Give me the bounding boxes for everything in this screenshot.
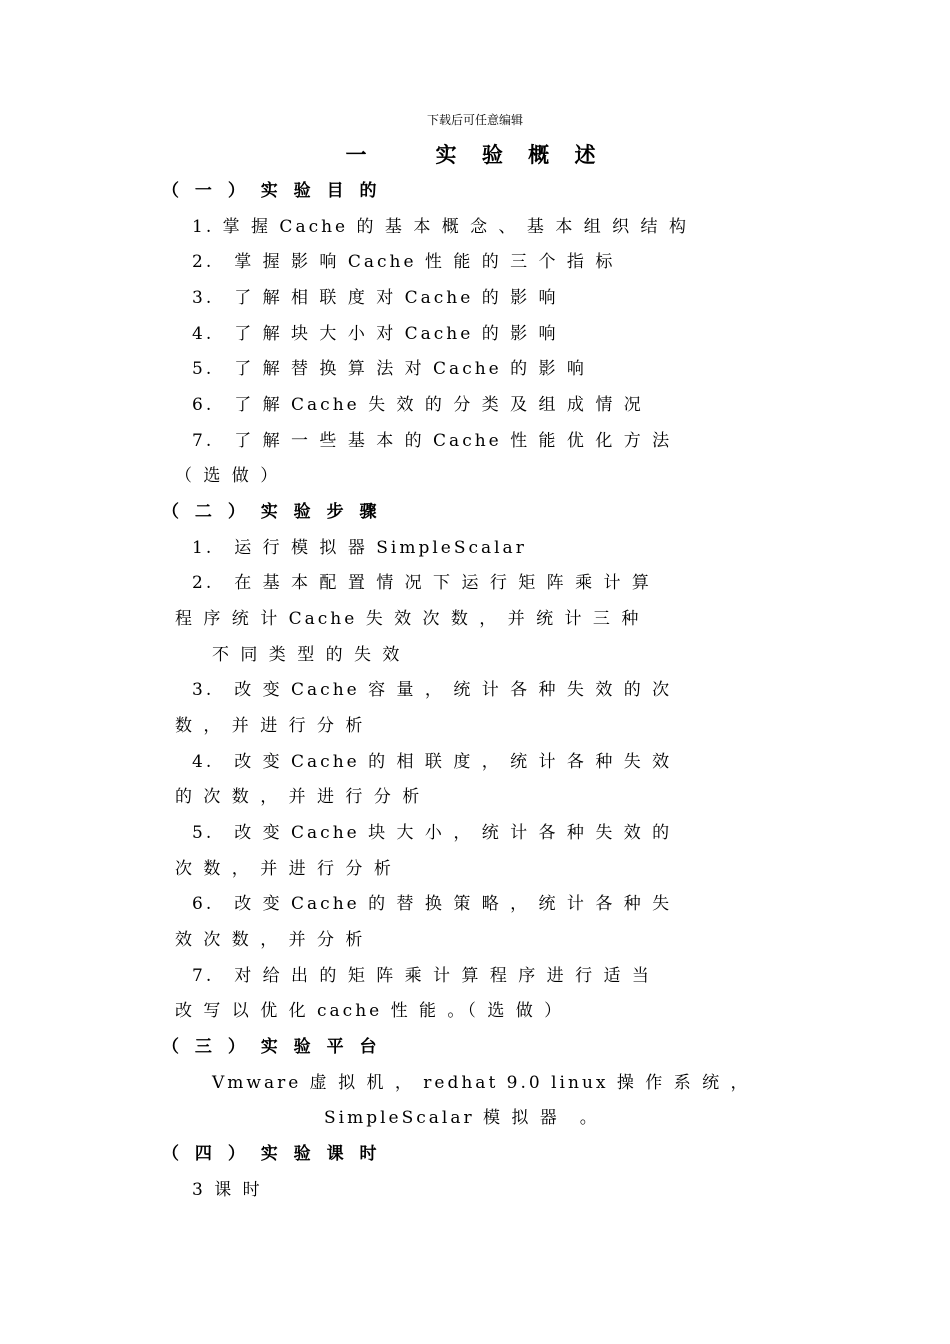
platform-line-2: SimpleScalar 模 拟 器 。 bbox=[324, 1108, 600, 1128]
step-line-13: 7. 对 给 出 的 矩 阵 乘 计 算 程 序 进 行 适 当 bbox=[192, 966, 652, 986]
step-line-2: 2. 在 基 本 配 置 情 况 下 运 行 矩 阵 乘 计 算 bbox=[192, 573, 652, 593]
main-title: 一 实 验 概 述 bbox=[345, 142, 605, 167]
purpose-item-1: 1. 掌 握 Cache 的 基 本 概 念 、 基 本 组 织 结 构 bbox=[192, 217, 689, 237]
section-heading-purpose: （ 一 ） 实 验 目 的 bbox=[162, 181, 382, 201]
purpose-item-4: 4. 了 解 块 大 小 对 Cache 的 影 响 bbox=[192, 324, 559, 344]
purpose-item-6: 6. 了 解 Cache 失 效 的 分 类 及 组 成 情 况 bbox=[192, 395, 644, 415]
section-heading-steps: （ 二 ） 实 验 步 骤 bbox=[162, 502, 382, 522]
section-heading-hours: （ 四 ） 实 验 课 时 bbox=[162, 1144, 382, 1164]
hours-line-1: 3 课 时 bbox=[192, 1180, 263, 1200]
step-line-11: 6. 改 变 Cache 的 替 换 策 略 ， 统 计 各 种 失 bbox=[192, 894, 673, 914]
purpose-item-5: 5. 了 解 替 换 算 法 对 Cache 的 影 响 bbox=[192, 359, 587, 379]
step-line-12: 效 次 数 ， 并 分 析 bbox=[175, 930, 366, 950]
header-note: 下载后可任意编辑 bbox=[426, 113, 523, 127]
step-line-14: 改 写 以 优 化 cache 性 能 。（ 选 做 ） bbox=[175, 1001, 565, 1021]
step-line-8: 的 次 数 ， 并 进 行 分 析 bbox=[175, 787, 423, 807]
section-heading-platform: （ 三 ） 实 验 平 台 bbox=[162, 1037, 382, 1057]
step-line-7: 4. 改 变 Cache 的 相 联 度 ， 统 计 各 种 失 效 bbox=[192, 752, 673, 772]
purpose-item-2: 2. 掌 握 影 响 Cache 性 能 的 三 个 指 标 bbox=[192, 252, 616, 272]
purpose-item-7-note: （ 选 做 ） bbox=[175, 466, 281, 486]
step-line-10: 次 数 ， 并 进 行 分 析 bbox=[175, 859, 394, 879]
step-line-9: 5. 改 变 Cache 块 大 小 ， 统 计 各 种 失 效 的 bbox=[192, 823, 673, 843]
purpose-item-7: 7. 了 解 一 些 基 本 的 Cache 性 能 优 化 方 法 bbox=[192, 431, 673, 451]
platform-line-1: Vmware 虚 拟 机 ， redhat 9.0 linux 操 作 系 统 ， bbox=[212, 1073, 751, 1093]
step-line-1: 1. 运 行 模 拟 器 SimpleScalar bbox=[192, 538, 527, 558]
step-line-4: 不 同 类 型 的 失 效 bbox=[212, 645, 403, 665]
step-line-3: 程 序 统 计 Cache 失 效 次 数 ， 并 统 计 三 种 bbox=[175, 609, 642, 629]
step-line-5: 3. 改 变 Cache 容 量 ， 统 计 各 种 失 效 的 次 bbox=[192, 680, 673, 700]
purpose-item-3: 3. 了 解 相 联 度 对 Cache 的 影 响 bbox=[192, 288, 559, 308]
step-line-6: 数 ， 并 进 行 分 析 bbox=[175, 716, 366, 736]
